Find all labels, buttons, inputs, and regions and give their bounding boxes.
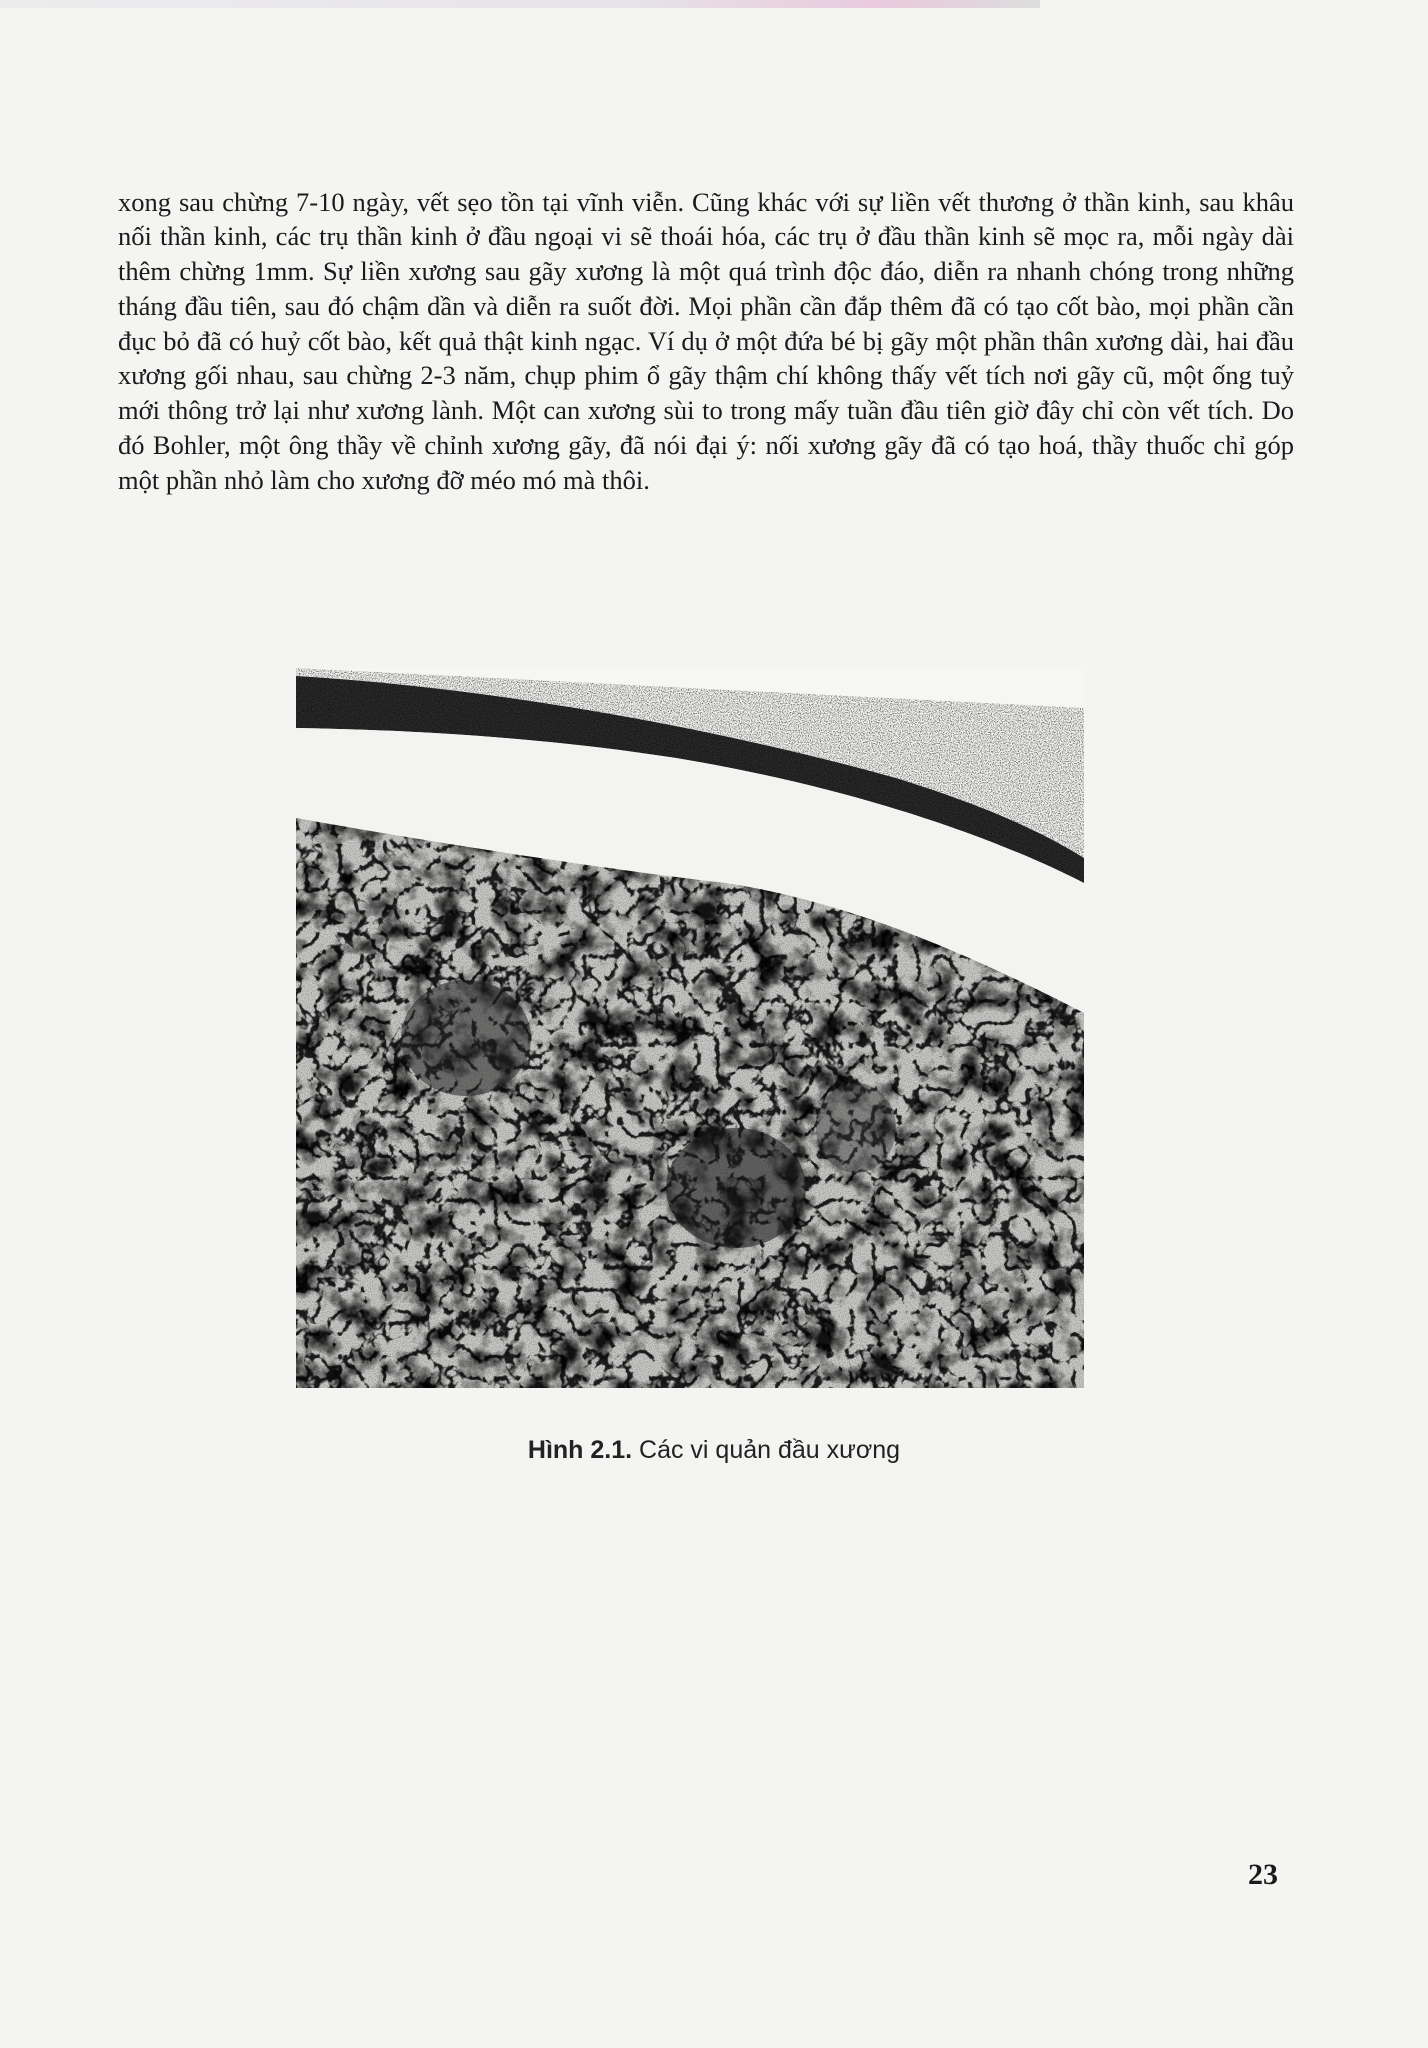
caption-label: Hình 2.1. <box>527 1436 633 1464</box>
page-number: 23 <box>1248 1858 1278 1891</box>
figure-caption <box>0 1436 1428 1465</box>
caption-text: Các vi quản đầu xương <box>639 1436 901 1464</box>
figure-bone-microvessels <box>296 668 1084 1388</box>
scan-top-edge <box>0 0 1040 8</box>
micrograph-image <box>296 668 1084 1388</box>
body-paragraph: xong sau chừng 7-10 ngày, vết sẹo tồn tại vĩnh viễn. Cũng khác với sự liền vết thương ở thần kinh, sau khâu nối thần kinh, các trụ thần kinh ở đầu ngoại vi sẽ thoái hóa, các trụ ở đầu thần kinh sẽ mọc ra, mỗi ngày dài thêm chừng 1mm. Sự liền xương sau gãy xương là một quá trình độc đáo, diễn ra nhanh chóng trong những tháng đầu tiên, sau đó chậm dần và diễn ra suốt đời. Mọi phần cần đắp thêm đã có tạo cốt bào, mọi phần cần đục bỏ đã có huỷ cốt bào, kết quả thật kinh ngạc. Ví dụ ở một đứa bé bị gãy một phần thân xương dài, hai đầu xương gối nhau, sau chừng 2-3 năm, chụp phim ổ gãy thậm chí không thấy vết tích nơi gãy cũ, một ống tuỷ mới thông trở lại như xương lành. Một can xương sùi to trong mấy tuần đầu tiên giờ đây chỉ còn vết tích. Do đó Bohler, một ông thầy về chỉnh xương gãy, đã nói đại ý: nối xương gãy đã có tạo hoá, thầy thuốc chỉ góp một phần nhỏ làm cho xương đỡ méo mó mà thôi. <box>118 186 1294 495</box>
